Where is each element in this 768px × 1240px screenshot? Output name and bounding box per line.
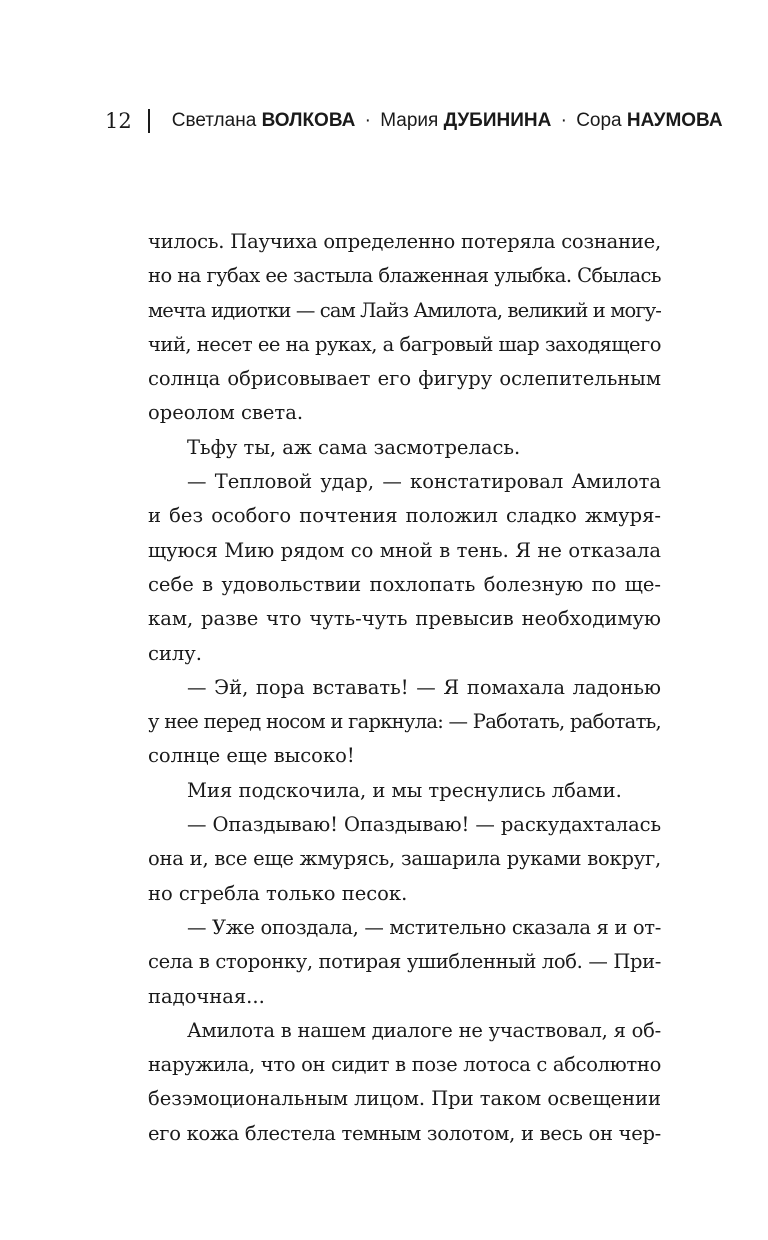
author-given-name: Сора (576, 110, 622, 131)
text-line: у нее перед носом и гаркнула: — Работать, работать, (148, 710, 661, 734)
author-separator: · (560, 110, 567, 131)
page-number: 12 (105, 109, 132, 133)
text-line: Амилота в нашем диалоге не участвовал, я об- (187, 1018, 661, 1042)
text-line: села в сторонку, потирая ушибленный лоб. — При- (148, 950, 661, 974)
text-line: безэмоциональным лицом. При таком освещении (148, 1087, 661, 1111)
text-line: падочная... (148, 984, 265, 1008)
running-header (105, 106, 723, 136)
text-line: солнце еще высоко! (148, 744, 355, 768)
text-line: и без особого почтения положил сладко жмуря- (148, 504, 661, 528)
text-line: чий, несет ее на руках, а багровый шар заходящего (148, 332, 661, 356)
author-given-name: Мария (380, 110, 439, 131)
text-line: его кожа блестела темным золотом, и весь он чер- (148, 1121, 661, 1145)
text-line: силу. (148, 641, 202, 665)
body-text (148, 225, 661, 1151)
text-line: чилось. Паучиха определенно потеряла сознание, (148, 230, 661, 253)
text-line: но на губах ее застыла блаженная улыбка. Сбылась (148, 264, 661, 288)
text-line: ореолом света. (148, 401, 304, 425)
text-line: солнца обрисовывает его фигуру ослепительным (148, 367, 661, 391)
text-line: кам, разве что чуть-чуть превысив необходимую (148, 607, 661, 631)
author-surname: НАУМОВА (626, 110, 723, 131)
text-line: — Уже опоздала, — мстительно сказала я и от- (187, 915, 661, 939)
text-line: — Тепловой удар, — констатировал Амилота (187, 470, 661, 494)
text-line: щуюся Мию рядом со мной в тень. Я не отказала (148, 538, 661, 562)
header-divider (148, 109, 150, 133)
text-line: мечта идиотки — сам Лайз Амилота, великий и могу- (148, 298, 661, 322)
text-line: себе в удовольствии похлопать болезную по ще- (148, 572, 661, 596)
text-line: но сгребла только песок. (148, 881, 408, 905)
author-surname: ВОЛКОВА (261, 110, 356, 131)
text-line: Мия подскочила, и мы треснулись лбами. (187, 778, 622, 802)
text-line: она и, все еще жмурясь, зашарила руками вокруг, (148, 847, 661, 871)
author-given-name: Светлана (171, 110, 257, 131)
author-list (172, 110, 723, 132)
text-line: наружила, что он сидит в позе лотоса с абсолютно (148, 1053, 661, 1077)
text-line: Тьфу ты, аж сама засмотрелась. (187, 435, 521, 459)
author-separator: · (364, 110, 371, 131)
text-line: — Эй, пора вставать! — Я помахала ладонью (187, 675, 661, 699)
author-surname: ДУБИНИНА (443, 110, 552, 131)
text-line: — Опаздываю! Опаздываю! — раскудахталась (187, 813, 661, 837)
